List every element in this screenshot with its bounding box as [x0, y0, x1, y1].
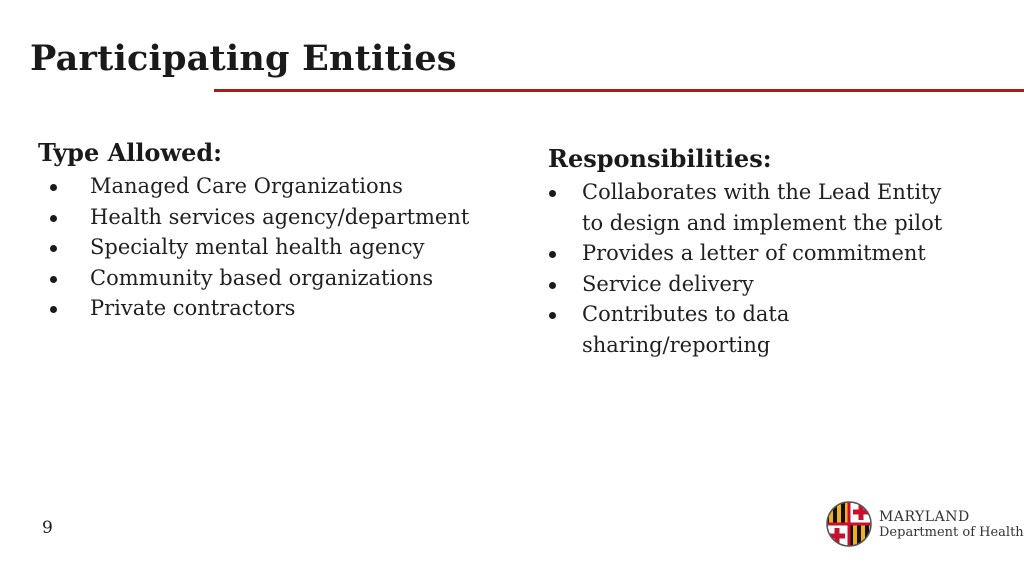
maryland-flag-emblem-icon [825, 500, 873, 548]
bullet-icon [50, 245, 57, 252]
logo-line-department: Department of Health [879, 525, 1024, 540]
type-allowed-heading: Type Allowed: [38, 138, 223, 167]
list-item-text: Managed Care Organizations [90, 174, 403, 198]
list-item [548, 269, 968, 300]
bullet-icon [50, 215, 57, 222]
responsibilities-list [548, 177, 968, 361]
list-item-text: Provides a letter of commitment [582, 241, 926, 266]
type-allowed-section [38, 138, 508, 324]
bullet-icon [549, 282, 556, 289]
type-allowed-list [38, 171, 508, 324]
bullet-icon [549, 190, 556, 197]
page-number: 9 [42, 518, 53, 538]
list-item-text: Community based organizations [90, 265, 434, 290]
list-item [548, 299, 968, 360]
bullet-icon [50, 306, 57, 313]
responsibilities-section [548, 144, 968, 361]
responsibilities-heading: Responsibilities: [548, 144, 772, 173]
list-item [38, 202, 508, 233]
maryland-health-logo [825, 500, 1024, 550]
bullet-icon [549, 251, 556, 258]
list-item-text: Service delivery [582, 271, 754, 296]
bullet-icon [50, 184, 57, 191]
list-item-text: Private contractors [90, 296, 296, 321]
list-item [38, 171, 508, 202]
bullet-icon [50, 276, 57, 283]
title-divider [214, 89, 1024, 92]
list-item [38, 263, 508, 294]
bullet-icon [549, 312, 556, 319]
list-item [38, 232, 508, 263]
list-item-text: Specialty mental health agency [90, 235, 425, 260]
list-item-text: Contributes to data sharing/reporting [582, 302, 790, 357]
slide-title: Participating Entities [30, 38, 457, 79]
list-item [38, 293, 508, 324]
list-item [548, 177, 968, 238]
list-item [548, 238, 968, 269]
logo-line-maryland: MARYLAND [879, 509, 970, 525]
list-item-text: Health services agency/department [90, 204, 470, 229]
list-item-text: Collaborates with the Lead Entity to design and implement the pilot [582, 180, 943, 235]
